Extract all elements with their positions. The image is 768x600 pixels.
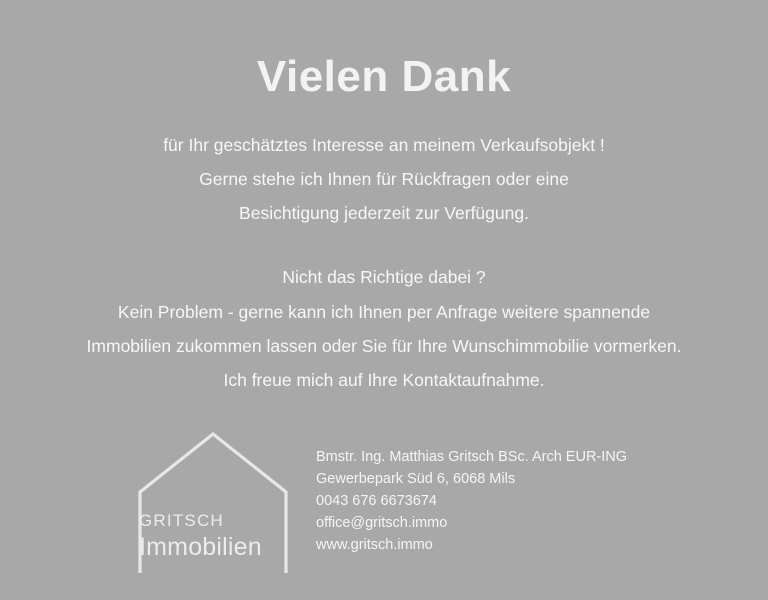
contact-address: Gewerbepark Süd 6, 6068 Mils <box>316 471 516 488</box>
contact-block <box>316 446 627 556</box>
contact-phone[interactable]: 0043 676 6673674 <box>316 493 437 510</box>
intro-line-2: Gerne stehe ich Ihnen für Rückfragen oder eine <box>199 169 569 190</box>
logo-wordmark <box>139 510 299 562</box>
intro-line-3: Besichtigung jederzeit zur Verfügung. <box>239 203 529 224</box>
contact-name: Bmstr. Ing. Matthias Gritsch BSc. Arch EUR-ING <box>316 449 628 465</box>
logo-name-line-1: GRITSCH <box>139 511 224 530</box>
logo-name-line-2: Immobilien <box>139 533 262 562</box>
offer-line-4: Ich freue mich auf Ihre Kontaktaufnahme. <box>223 369 545 390</box>
contact-website[interactable]: www.gritsch.immo <box>316 537 433 554</box>
offer-line-2: Kein Problem - gerne kann ich Ihnen per Anfrage weitere spannende <box>117 301 651 322</box>
intro-line-1: für Ihr geschätztes Interesse an meinem Verkaufsobjekt ! <box>163 135 605 155</box>
contact-email[interactable]: office@gritsch.immo <box>316 515 448 532</box>
intro-paragraph <box>0 128 768 230</box>
footer <box>0 410 768 600</box>
offer-line-1: Nicht das Richtige dabei ? <box>282 267 486 288</box>
offer-paragraph <box>0 260 768 397</box>
page-title: Vielen Dank <box>256 52 512 101</box>
offer-line-3: Immobilien zukommen lassen oder Sie für Ihre Wunschimmobilie vormerken. <box>86 335 682 356</box>
